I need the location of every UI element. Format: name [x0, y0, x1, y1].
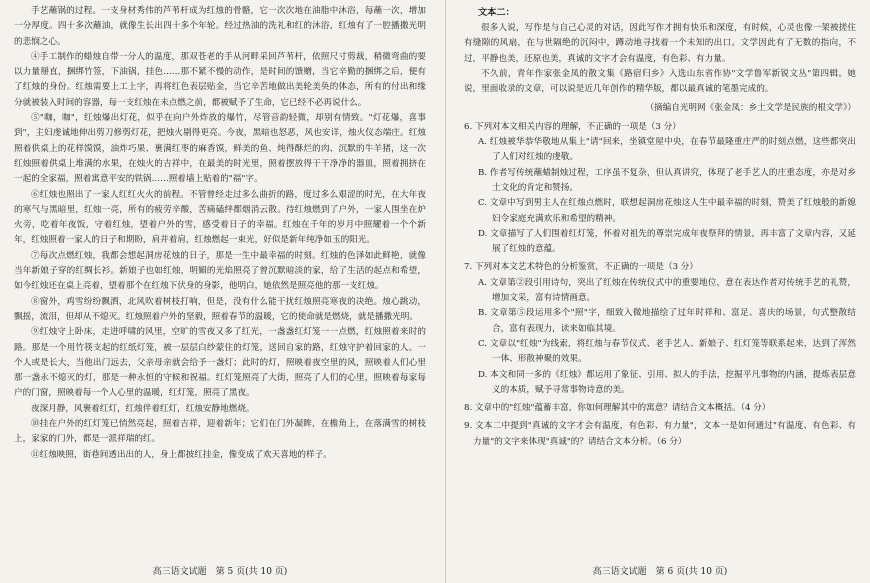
question-stem: 6. 下列对本文相关内容的理解，不正确的一项是（3 分）	[464, 121, 681, 132]
right-page-body	[464, 4, 856, 450]
paragraph: 手艺蘸锅的过程。一支身材秀伟的芦苇杆成为红烛的骨骼，它一次次地在油脂中沐浴，每蘸一次，增加一分厚度。四十多次蘸油，就像生长出四十多个年轮。经过热油的洗礼和红的沐浴，红烛有了一腔播撒光明的悲悯之心。	[14, 6, 426, 47]
answer-option: B. 文章第⑤段运用多个"照"字，细致入微地描绘了过年时祥和、富足、喜庆的场景，句式整散结合，富有表现力，读来如临其境。	[478, 308, 856, 334]
answer-option: C. 文章以"红烛"为线索，将红烛与春节仪式、老手艺人、新娘子、红灯笼等联系起来，达到了浑然一体、形散神聚的效果。	[478, 338, 856, 365]
paragraph: 不久前，青年作家张金凤的散文集《路宿归乡》入选山东省作协"文学鲁军新锐文丛"第四辑。她说，里面收录的文章，可以说是近几年创作的精华版，都以最真诚的笔墨完成的。	[464, 68, 856, 95]
paragraph: 很多人说，写作是与自己心灵的对话，因此写作才拥有快乐和深度，有时候，心灵也像一架被搓住有缝隙的风扇，在与世隔绝的沉闷中，蹲动地寻找着一个未知的出口。文学因此有了无数的指向，不过，平静也美，还原也美，真诚的文字才会有温度，有色彩、有力量。	[464, 23, 856, 64]
page-divider	[445, 0, 446, 583]
answer-option: A. 文章第②段引用诗句，突出了红烛在传统仪式中的重要地位，意在表达作者对传统手艺的礼赞，增加文采，富有诗情画意。	[478, 277, 856, 304]
left-page-body	[14, 4, 426, 463]
paragraph: ⑪红烛映照，街巷间透出出的人，身上都披红挂金，像变成了欢天喜地的样子。	[31, 449, 332, 460]
paragraph: ⑦每次点燃红烛，我都会想起洞房花烛的日子，那是一生中最幸福的时刻。红烛的色泽如此鲜艳，就像当年新娘子穿的红绸长衫。新娘子也如红烛，明媚的光焰照亮了曾沉默暗淡的家，给了生活的起点和希望，如今红烛还在桌上亮着，望着那个在红烛下伏身的身影，他明白，她依然是照亮他的那一支红烛。	[14, 250, 426, 292]
answer-option: C. 文章中写到男主人在红烛点燃时，联想起洞房花烛这人生中最幸福的时刻，赞美了红烛般的新媳妇令家庭充满欢乐和希望的精神。	[478, 198, 856, 224]
page-footer: 高三语文试题 第 5 页(共 10 页)	[152, 567, 288, 577]
left-page	[14, 0, 426, 583]
answer-option: B. 作者写传统蘸蜡制烛过程，工序虽不复杂，但认真讲究，体现了老手艺人的庄重态度，亦是对乡土文化的肯定和赞扬。	[478, 167, 856, 193]
paragraph: ⑤"咖，咖"，红烛爆出灯花，似乎在向户外炸放的爆竹，尽管音韵轻微，却别有情致。"灯花爆，喜事到"，主妇虔诚地伸出剪刀修剪灯花，把烛火剔得更亮。今夜，黑暗也怒恶，风也安详，烛火仪态端庄。红烛照着供桌上的花样馍馍，油炸巧果、裹满红枣的麻香馍，鲜美的鱼、炖得酥烂的肉、沉默的牛羊猪，这一次红烛照着供桌上堆满的水果，在烛火的吉祥中，在最美的时光里，照着摆放得干干净净的器皿，照着拥挤在一起的全家福，照着寓意平安的铁锅……照着墙上贴着的"福"字。	[14, 113, 426, 185]
right-page	[464, 0, 856, 583]
source-citation: （摘编自光明网《张金凤：乡土文学是民族的根文学》）	[645, 103, 856, 114]
text-two-header: 文本二：	[478, 7, 515, 18]
question-stem: 8. 文章中的"红烛"蕴蓄丰富，你如何理解其中的寓意？请结合文本概括。（4 分）	[464, 403, 771, 414]
answer-option: D. 文章描写了人们围着红灯笼，怀着对祖先的尊崇完成年夜祭拜的情景，再丰富了文章内容，又延展了红烛的意蕴。	[478, 228, 856, 255]
question-stem: 9. 文本二中提到"真诚的文字才会有温度，有色彩、有力量"，文本一是如何通过"有温度、有色彩、有力量"的文字来体现"真诚"的？请结合文本分析。（6 分）	[464, 421, 856, 447]
paragraph: ④手工制作的蜡烛自带一分人的温度，那双苍老的手从河畔采回芦苇杆，依照尺寸剪裁，稍微弯曲的要以力量掰直，捆绑竹签，下油锅，挂色……那不紧不慢的动作，是时间的馈赠，当它辛勤的捆绑之后，便有了红烛的身份。红烛需要上工上字，再将红色表层贴金，当它辛苦地做出美轮美奂的体态，所有的付出和缘分就被装入时间的容器，每一支红烛在未点燃之前，都被赋予了生命，它已经不必再说什么。	[14, 51, 426, 108]
paragraph: 夜深月静，风裹着红灯，红烛伴着红灯，红烛安静地燃烧。	[31, 403, 255, 414]
question-stem: 7. 下列对本文艺术特色的分析鉴赏，不正确的一项是（3 分）	[464, 262, 698, 273]
paragraph: ⑧窗外，鸡雪纷纷飘洒，北风吹着树枝打响，但是，没有什么能干扰红烛照亮寒夜的决绝。烛心跳动，飘摇，流泪，但却从不熄灭。红烛照着户外的坚毅，照着春节的温暖，它的使命就是燃烧，就是播撒光明。	[14, 296, 426, 322]
paragraph: ⑩挂在户外的红灯笼已悄然亮起，照着吉祥，迎着新年；它们在门外凝眸，在檐角上，在落满雪的树枝上，家家的门外，都是一派祥瑞的红。	[14, 419, 426, 445]
answer-option: A. 红烛被华恭华敬地从集上"请"回来，坐镇堂屋中央，在春节最隆重庄严的时刻点燃，这些都突出了人们对红烛的虔敬。	[478, 137, 856, 163]
paragraph: ⑨红烛守上卧床，走进呼啸的风里，空旷的雪夜又多了红光，一盏盏红灯笼一一点燃，红烛照着来时的路。那是一个用竹筷支起的红纸灯笼，被一层层白纱蒙住的灯笼，送回自家的路，红烛守护着回家的人。一个人或是长大，当他出门远去，父亲母亲就会给予一盏灯；此时的灯，照映着夜空里的风，照映着人们心里那一盏永不熄灭的灯，那是一种永恒的守候和祝福。红灯笼照亮了大街，照亮了人们的心里，照映着每家每户的门窗，照映着每一个人心里的温暖，红灯笼，照亮了黑夜。	[14, 327, 426, 399]
page-footer: 高三语文试题 第 6 页(共 10 页)	[592, 567, 728, 577]
paragraph: ⑥红烛也照出了一家人红红火火的前程。不管曾经走过多么曲折的路，度过多么艰涩的时光，在大年夜的寒气与黑暗里，红烛一亮，所有的疲劳辛酸，苦痛磕绊都烟消云散。待红烛燃到了户外，一家人围坐在炉火旁，吃着年夜饭，守着红烛，望着户外的雪，感受着日子的幸福。红烛在千年的岁月中照耀着一个个新年，红烛照着一家人的日子和期盼，肩并着肩，红烛燃起一束光，好似是新年纯净如玉的阳光。	[14, 189, 426, 246]
answer-option: D. 本文和同一多的《红烛》都运用了象征、引用、拟人的手法，挖掘平凡事物的内涵，提炼表层意义的本质，赋予寻常事物诗意的美。	[478, 369, 856, 395]
